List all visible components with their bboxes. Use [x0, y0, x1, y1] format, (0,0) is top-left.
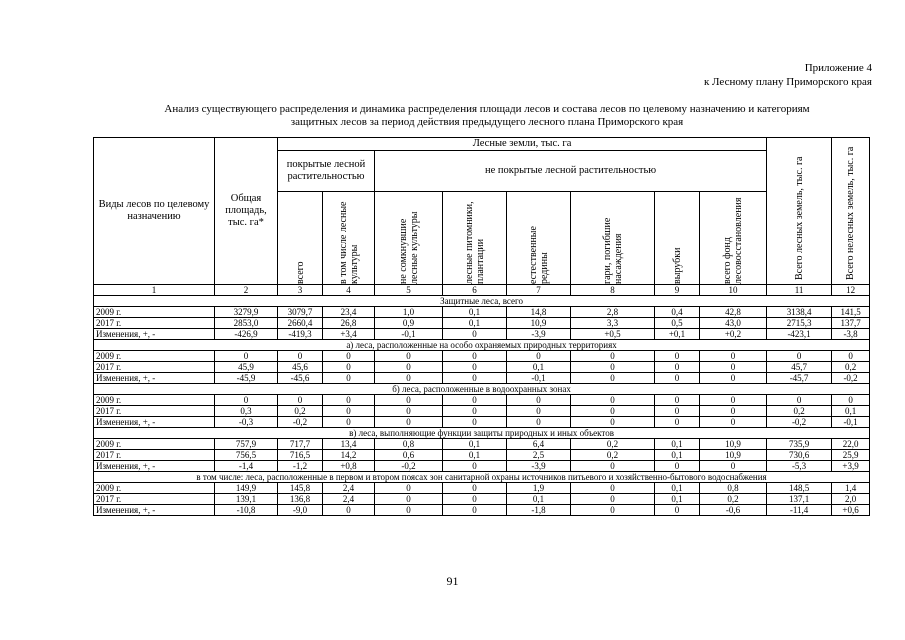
table-cell: 0 [767, 351, 832, 362]
title-line-1: Анализ существующего распределения и динамика распределения площади лесов и состава лесов по целевому назначению и категориям [164, 103, 810, 115]
header-unclosed [375, 192, 443, 285]
row-label: 2009 г. [94, 483, 215, 494]
table-cell: 136,8 [278, 494, 323, 505]
table-cell: 0 [323, 362, 375, 373]
section-title: в том числе: леса, расположенные в первом и втором поясах зон санитарной охраны источников питьевого и хозяйственно-бытового водоснабжения [94, 472, 870, 483]
header-burnt-label: гари, погибшие насаждения [601, 217, 624, 284]
table-cell: -11,4 [767, 505, 832, 516]
table-cell: 2660,4 [278, 318, 323, 329]
table-cell: 0 [507, 417, 571, 428]
table-cell: 0,2 [571, 450, 655, 461]
row-label: 2017 г. [94, 318, 215, 329]
table-cell: 0,1 [655, 494, 700, 505]
col-num: 11 [767, 285, 832, 296]
table-cell: 0,1 [507, 362, 571, 373]
table-cell: 716,5 [278, 450, 323, 461]
table-cell: -419,3 [278, 329, 323, 340]
table-cell: 0 [655, 461, 700, 472]
table-cell: 0 [700, 417, 767, 428]
table-cell: 0 [375, 351, 443, 362]
table-cell: 0 [375, 395, 443, 406]
table-cell: -45,7 [767, 373, 832, 384]
table-cell: 0 [655, 362, 700, 373]
table-cell: -426,9 [215, 329, 278, 340]
section-title-row [94, 340, 870, 351]
column-number-row [94, 285, 870, 296]
col-num: 8 [571, 285, 655, 296]
header-cuttings [655, 192, 700, 285]
table-cell: 0 [571, 351, 655, 362]
table-cell: 2853,0 [215, 318, 278, 329]
section-title-row [94, 296, 870, 307]
table-cell: 22,0 [832, 439, 870, 450]
table-cell: 0,6 [375, 450, 443, 461]
section-title: а) леса, расположенные на особо охраняемых природных территориях [94, 340, 870, 351]
table-cell: 0 [323, 395, 375, 406]
table-cell: 23,4 [323, 307, 375, 318]
table-cell: 0 [655, 417, 700, 428]
table-cell: 137,7 [832, 318, 870, 329]
table-cell: 1,9 [507, 483, 571, 494]
table-cell: 0,2 [571, 439, 655, 450]
table-cell: 0 [215, 395, 278, 406]
table-cell: -3,9 [507, 329, 571, 340]
table-cell: 0 [443, 505, 507, 516]
table-row [94, 417, 870, 428]
table-cell: 0 [700, 362, 767, 373]
table-cell: 10,9 [507, 318, 571, 329]
table-cell: 0 [571, 406, 655, 417]
table-cell: -1,8 [507, 505, 571, 516]
table-row [94, 406, 870, 417]
table-cell: 0 [571, 494, 655, 505]
table-cell: -0,1 [832, 417, 870, 428]
header-forest-types: Виды лесов по целевому назначению [94, 138, 215, 285]
table-cell: 2,0 [832, 494, 870, 505]
col-num: 12 [832, 285, 870, 296]
col-num: 10 [700, 285, 767, 296]
header-cultures-label: в том числе лесные культуры [337, 201, 360, 284]
header-total-forest-lands-label: Всего лесных земель, тыс. га [793, 156, 805, 280]
table-cell: 45,9 [215, 362, 278, 373]
table-cell: 757,9 [215, 439, 278, 450]
table-cell: 0 [443, 395, 507, 406]
table-cell: +0,2 [700, 329, 767, 340]
table-cell: 0,1 [443, 318, 507, 329]
section-title-row [94, 384, 870, 395]
table-cell: 0 [443, 406, 507, 417]
table-cell: 0 [375, 417, 443, 428]
table-cell: 0 [700, 395, 767, 406]
table-cell: -3,9 [507, 461, 571, 472]
table-cell: 1,0 [375, 307, 443, 318]
table-cell: 0 [655, 505, 700, 516]
table-cell: 756,5 [215, 450, 278, 461]
header-nurseries-label: лесные питомники, плантации [463, 201, 486, 284]
section-title: Защитные леса, всего [94, 296, 870, 307]
header-total-area: Общая площадь, тыс. га* [215, 138, 278, 285]
table-cell: -3,8 [832, 329, 870, 340]
table-cell: 0,1 [832, 406, 870, 417]
table-cell: 0,1 [655, 483, 700, 494]
table-cell: 0 [323, 417, 375, 428]
header-burnt [571, 192, 655, 285]
table-cell: 0,2 [832, 362, 870, 373]
table-cell: 148,5 [767, 483, 832, 494]
table-cell: 0 [655, 406, 700, 417]
table-cell: 43,0 [700, 318, 767, 329]
col-num: 2 [215, 285, 278, 296]
table-cell: -0,1 [375, 329, 443, 340]
row-label: Изменения, +, - [94, 505, 215, 516]
table-cell: 0,1 [443, 307, 507, 318]
table-cell: 3279,9 [215, 307, 278, 318]
row-label: 2009 г. [94, 351, 215, 362]
header-total-nonforest-lands-label: Всего нелесных земель, тыс. га [845, 146, 857, 280]
appendix-note [704, 61, 872, 89]
table-cell: 0 [700, 373, 767, 384]
table-cell: 0 [323, 351, 375, 362]
row-label: 2017 г. [94, 362, 215, 373]
table-cell: 0 [655, 373, 700, 384]
table-cell: 0 [215, 351, 278, 362]
title-line-2: защитных лесов за период действия предыдущего лесного плана Приморского края [290, 116, 684, 128]
table-cell: -45,6 [278, 373, 323, 384]
table-cell: 0 [571, 483, 655, 494]
row-label: Изменения, +, - [94, 417, 215, 428]
table-row [94, 362, 870, 373]
header-unclosed-label: не сомкнувшие лесные культуры [397, 211, 420, 284]
header-forest-lands: Лесные земли, тыс. га [278, 138, 767, 151]
table-cell: 0,1 [655, 439, 700, 450]
document-title [92, 103, 882, 129]
table-cell: 0 [700, 406, 767, 417]
header-cuttings-label: вырубки [671, 247, 683, 284]
table-cell: 0 [323, 505, 375, 516]
table-cell: 0 [767, 395, 832, 406]
table-cell: 0 [323, 406, 375, 417]
table-body [94, 296, 870, 516]
table-cell: 0 [375, 406, 443, 417]
table-row [94, 373, 870, 384]
table-cell: 0,1 [443, 439, 507, 450]
table-cell: 0 [832, 395, 870, 406]
col-num: 5 [375, 285, 443, 296]
table-cell: 0 [443, 483, 507, 494]
table-cell: 0 [700, 351, 767, 362]
table-cell: 1,4 [832, 483, 870, 494]
table-cell: 0 [375, 483, 443, 494]
table-cell: 3079,7 [278, 307, 323, 318]
table-row [94, 505, 870, 516]
header-natural-label: естественные редины [527, 226, 550, 284]
table-cell: 717,7 [278, 439, 323, 450]
col-num: 4 [323, 285, 375, 296]
table-cell: -0,2 [767, 417, 832, 428]
table-cell: 2,4 [323, 483, 375, 494]
table-row [94, 395, 870, 406]
header-covered: покрытые лесной растительностью [278, 151, 375, 192]
col-num: 3 [278, 285, 323, 296]
table-cell: 0,8 [375, 439, 443, 450]
table-cell: 10,9 [700, 439, 767, 450]
header-not-covered: не покрытые лесной растительностью [375, 151, 767, 192]
header-all-label: всего [294, 261, 306, 284]
table-cell: -10,8 [215, 505, 278, 516]
table-cell: 0 [571, 461, 655, 472]
table-cell: 0,1 [443, 450, 507, 461]
table-cell: 149,9 [215, 483, 278, 494]
table-cell: 3138,4 [767, 307, 832, 318]
table-row [94, 483, 870, 494]
header-total-forest-lands [767, 138, 832, 285]
table-row [94, 351, 870, 362]
table-cell: 26,8 [323, 318, 375, 329]
table-cell: 0 [375, 373, 443, 384]
table-cell: 3,3 [571, 318, 655, 329]
table-cell: 0 [507, 395, 571, 406]
table-cell: -9,0 [278, 505, 323, 516]
table-cell: 0,3 [215, 406, 278, 417]
table-cell: 14,8 [507, 307, 571, 318]
table-cell: 0 [278, 351, 323, 362]
table-cell: 141,5 [832, 307, 870, 318]
table-cell: 137,1 [767, 494, 832, 505]
table-cell: 0,8 [700, 483, 767, 494]
appendix-line-2: к Лесному плану Приморского края [703, 76, 872, 88]
section-title-row [94, 472, 870, 483]
table-cell: 0 [700, 461, 767, 472]
appendix-line-1: Приложение 4 [804, 62, 872, 74]
header-fund-label: всего фонд лесовосстановления [722, 197, 745, 284]
page-number: 91 [446, 574, 459, 588]
table-cell: -0,6 [700, 505, 767, 516]
table-cell: -0,2 [375, 461, 443, 472]
table-cell: 735,9 [767, 439, 832, 450]
table-cell: 0 [655, 395, 700, 406]
table-cell: 139,1 [215, 494, 278, 505]
table-cell: 0 [323, 373, 375, 384]
table-cell: 0,4 [655, 307, 700, 318]
table-cell: +3,4 [323, 329, 375, 340]
table-row [94, 494, 870, 505]
row-label: 2017 г. [94, 494, 215, 505]
table-cell: 25,9 [832, 450, 870, 461]
table-cell: 0 [375, 362, 443, 373]
table-cell: -0,2 [832, 373, 870, 384]
table-cell: 0 [375, 505, 443, 516]
table-cell: 0,1 [655, 450, 700, 461]
table-cell: +0,8 [323, 461, 375, 472]
table-cell: 0 [571, 417, 655, 428]
table-cell: 0 [375, 494, 443, 505]
table-cell: 0 [443, 329, 507, 340]
table-cell: 10,9 [700, 450, 767, 461]
table-cell: 6,4 [507, 439, 571, 450]
table-cell: +0,1 [655, 329, 700, 340]
table-cell: -1,4 [215, 461, 278, 472]
table-row [94, 439, 870, 450]
header-cultures [323, 192, 375, 285]
header-all [278, 192, 323, 285]
table-row [94, 307, 870, 318]
table-cell: 0 [443, 461, 507, 472]
row-label: 2017 г. [94, 406, 215, 417]
table-cell: +0,5 [571, 329, 655, 340]
table-cell: 0 [278, 395, 323, 406]
table-cell: 0 [832, 351, 870, 362]
table-cell: -5,3 [767, 461, 832, 472]
table-cell: 2,4 [323, 494, 375, 505]
forest-distribution-table [93, 137, 870, 516]
table-cell: 0,2 [700, 494, 767, 505]
table-cell: 0 [571, 362, 655, 373]
table-cell: 0 [443, 417, 507, 428]
table-cell: -0,3 [215, 417, 278, 428]
table-cell: -0,1 [507, 373, 571, 384]
table-cell: 0 [443, 494, 507, 505]
table-row [94, 318, 870, 329]
table-cell: 14,2 [323, 450, 375, 461]
section-title: в) леса, выполняющие функции защиты природных и иных объектов [94, 428, 870, 439]
row-label: Изменения, +, - [94, 461, 215, 472]
table-cell: 45,7 [767, 362, 832, 373]
table-cell: -0,2 [278, 417, 323, 428]
table-cell: 0 [443, 362, 507, 373]
table-cell: 0 [507, 351, 571, 362]
table-cell: 145,8 [278, 483, 323, 494]
col-num: 1 [94, 285, 215, 296]
row-label: 2017 г. [94, 450, 215, 461]
table-cell: 0 [443, 351, 507, 362]
header-fund [700, 192, 767, 285]
table-row [94, 450, 870, 461]
header-natural [507, 192, 571, 285]
col-num: 6 [443, 285, 507, 296]
table-cell: +0,6 [832, 505, 870, 516]
table-cell: 13,4 [323, 439, 375, 450]
section-title: б) леса, расположенные в водоохранных зонах [94, 384, 870, 395]
col-num: 7 [507, 285, 571, 296]
row-label: Изменения, +, - [94, 329, 215, 340]
table-cell: 0 [571, 373, 655, 384]
table-row [94, 329, 870, 340]
table-cell: -1,2 [278, 461, 323, 472]
table-cell: 730,6 [767, 450, 832, 461]
table-cell: 0,2 [767, 406, 832, 417]
col-num: 9 [655, 285, 700, 296]
table-cell: 0,9 [375, 318, 443, 329]
row-label: 2009 г. [94, 439, 215, 450]
table-cell: 0 [571, 505, 655, 516]
table-cell: 2715,3 [767, 318, 832, 329]
table-cell: 0,5 [655, 318, 700, 329]
row-label: 2009 г. [94, 395, 215, 406]
section-title-row [94, 428, 870, 439]
table-row [94, 461, 870, 472]
header-nurseries [443, 192, 507, 285]
header-total-nonforest-lands [832, 138, 870, 285]
table-cell: 0,2 [278, 406, 323, 417]
table-cell: -423,1 [767, 329, 832, 340]
table-cell: 0,1 [507, 494, 571, 505]
row-label: Изменения, +, - [94, 373, 215, 384]
table-cell: -45,9 [215, 373, 278, 384]
table-cell: +3,9 [832, 461, 870, 472]
table-cell: 0 [571, 395, 655, 406]
table-cell: 0 [443, 373, 507, 384]
table-cell: 42,8 [700, 307, 767, 318]
table-cell: 2,8 [571, 307, 655, 318]
table-cell: 0 [655, 351, 700, 362]
table-cell: 45,6 [278, 362, 323, 373]
table-cell: 2,5 [507, 450, 571, 461]
row-label: 2009 г. [94, 307, 215, 318]
table-cell: 0 [507, 406, 571, 417]
